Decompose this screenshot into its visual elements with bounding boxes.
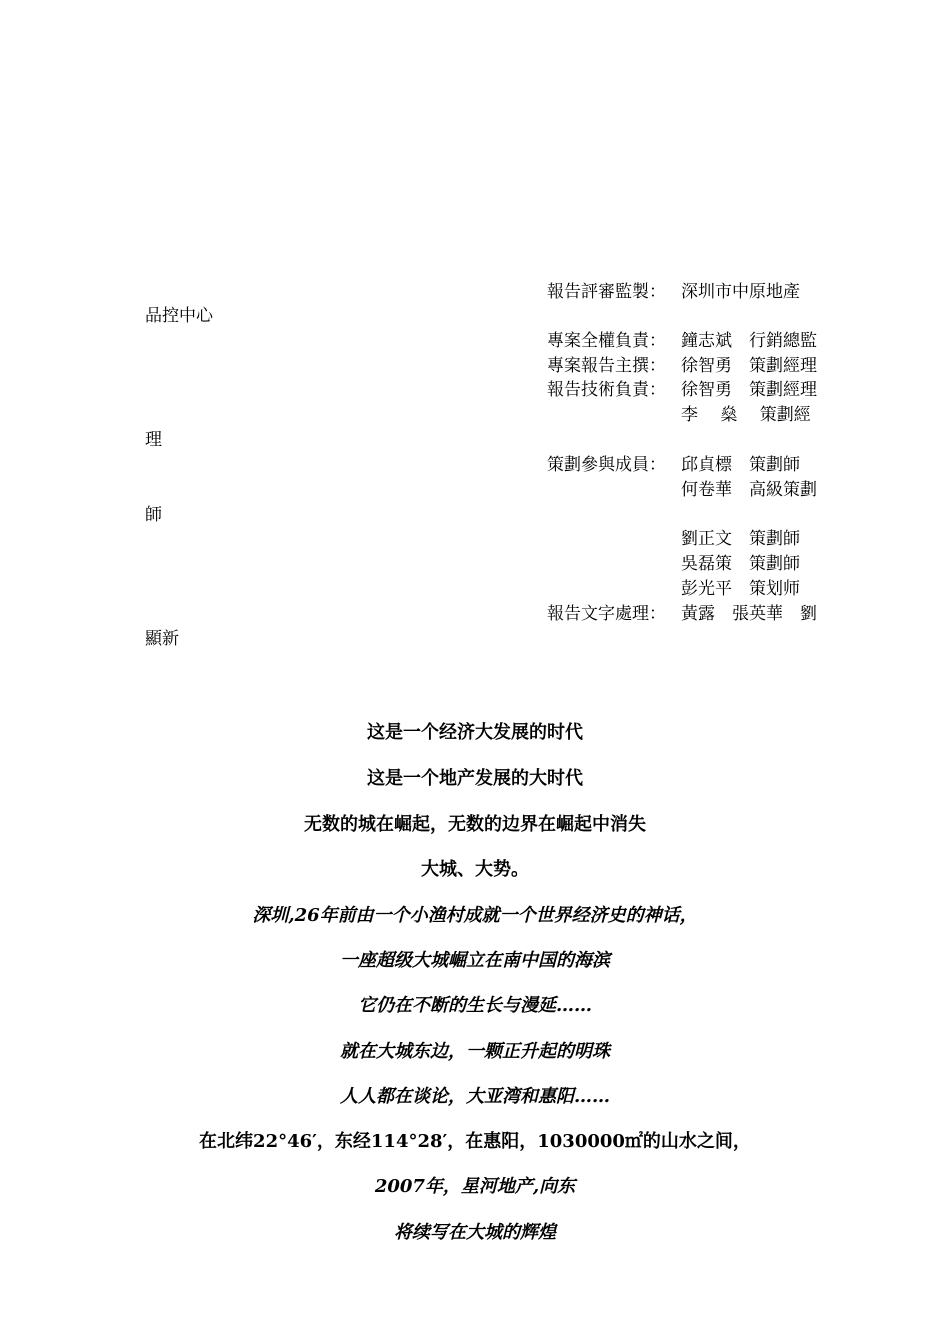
- intro-line: 它仍在不断的生长与漫延……: [358, 995, 592, 1016]
- tech-name-continued: 理: [145, 430, 162, 450]
- member-name-continued: 師: [145, 505, 162, 525]
- text-role-label: 報告文字處理：: [547, 604, 666, 624]
- intro-line: 在北纬22°46′，东经114°28′，在惠阳，1030000㎡的山水之间，: [199, 1131, 751, 1152]
- intro-line: 这是一个地产发展的大时代: [367, 768, 583, 789]
- review-org: 深圳市中原地產: [681, 282, 800, 302]
- member-name: 彭光平 策划师: [681, 579, 800, 599]
- lead-role-label: 專案全權負責：: [547, 331, 666, 351]
- member-name: 劉正文 策劃師: [681, 529, 800, 549]
- intro-line: 深圳,26年前由一个小渔村成就一个世界经济史的神话，: [252, 905, 698, 926]
- intro-line: 大城、大势。: [421, 859, 529, 880]
- text-names: 黃露 張英華 劉: [681, 604, 817, 624]
- review-org-continued: 品控中心: [145, 306, 213, 326]
- writer-role-label: 專案報告主撰：: [547, 356, 666, 376]
- tech-name: 徐智勇 策劃經理: [681, 380, 817, 400]
- lead-name: 鐘志斌 行銷總監: [681, 331, 817, 351]
- intro-line: 这是一个经济大发展的时代: [367, 722, 583, 743]
- intro-line: 2007年，星河地产,向东: [374, 1176, 576, 1197]
- text-names-continued: 顯新: [145, 629, 179, 649]
- members-role-label: 策劃參與成員：: [547, 455, 666, 475]
- review-role-label: 報告評審監製：: [547, 282, 666, 302]
- member-name: 吳磊策 策劃師: [681, 554, 800, 574]
- tech-name: 李 燊 策劃經: [681, 405, 811, 425]
- intro-line: 将续写在大城的辉煌: [394, 1222, 556, 1243]
- intro-line: 人人都在谈论，大亚湾和惠阳……: [340, 1086, 610, 1107]
- writer-name: 徐智勇 策劃經理: [681, 356, 817, 376]
- member-name: 邱貞標 策劃師: [681, 455, 800, 475]
- tech-role-label: 報告技術負責：: [547, 380, 666, 400]
- intro-line: 就在大城东边，一颗正升起的明珠: [340, 1041, 610, 1062]
- member-name: 何卷華 高級策劃: [681, 480, 817, 500]
- intro-line: 无数的城在崛起，无数的边界在崛起中消失: [304, 814, 646, 835]
- intro-line: 一座超级大城崛立在南中国的海滨: [340, 950, 610, 971]
